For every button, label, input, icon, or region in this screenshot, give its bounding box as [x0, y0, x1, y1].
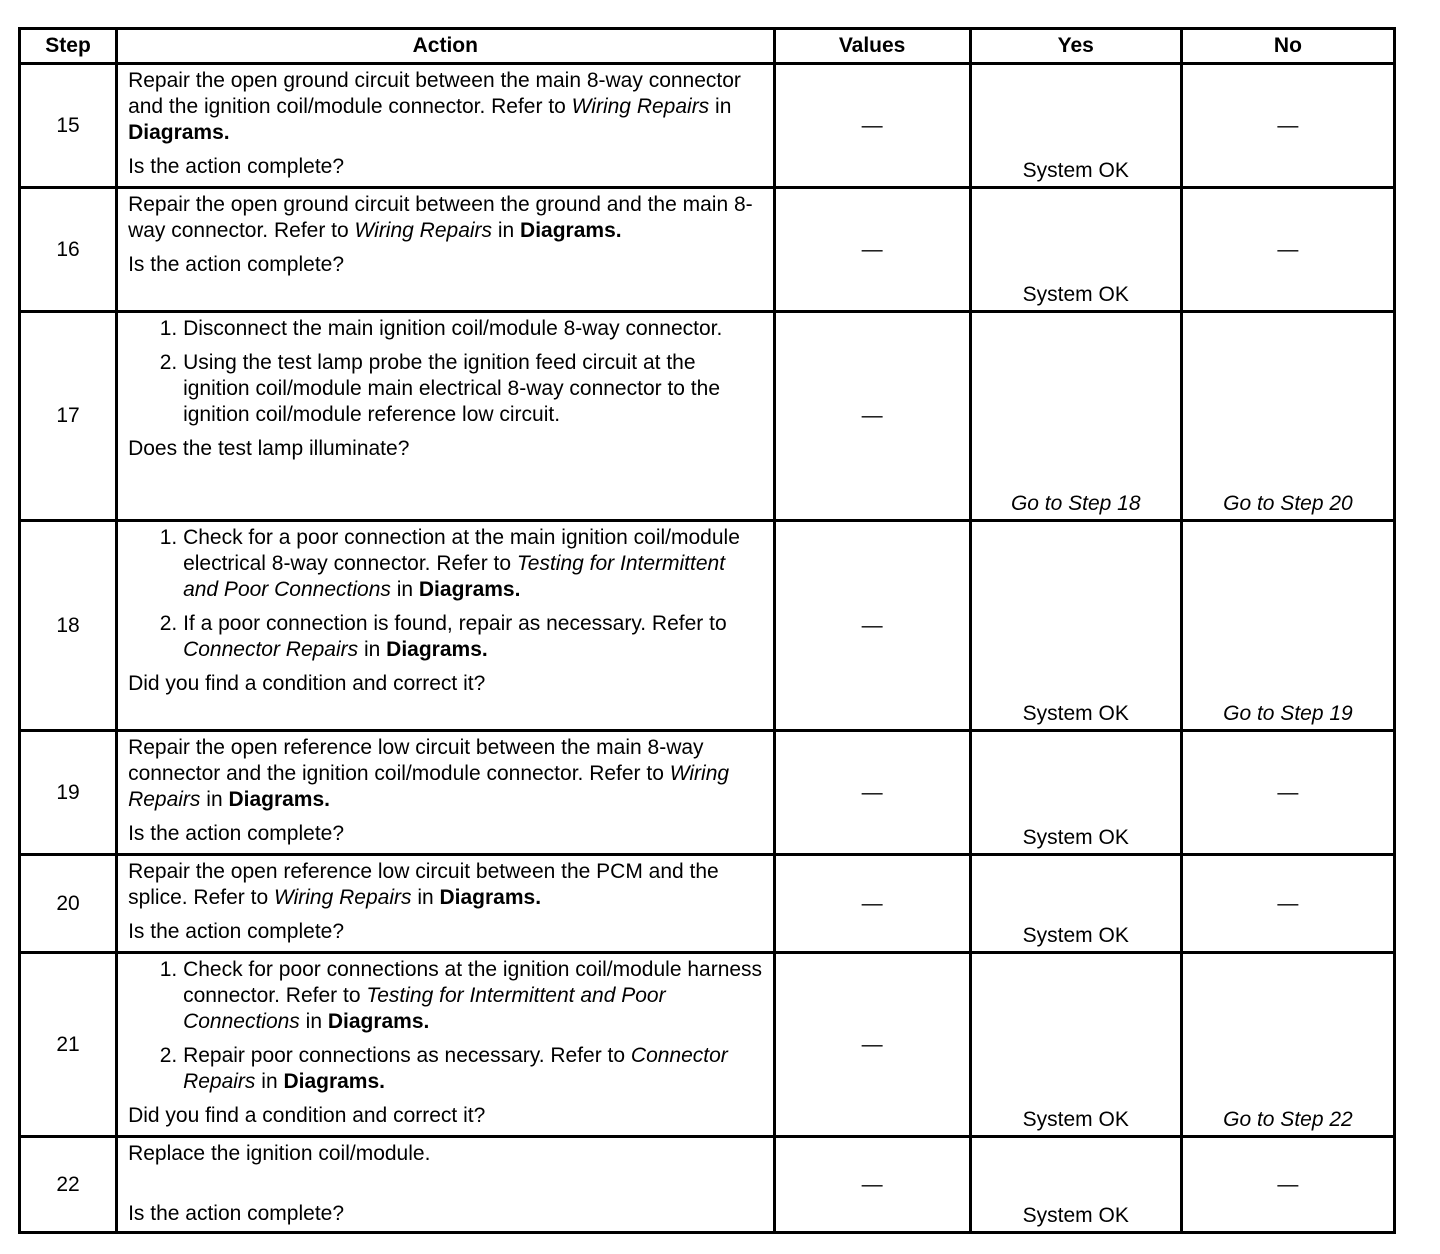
- step-number: 20: [20, 855, 117, 953]
- diagnostic-table: [18, 27, 1396, 1234]
- action-cell: [117, 1137, 774, 1233]
- action-cell: [117, 731, 774, 855]
- no-result: —: [1181, 731, 1394, 855]
- action-cell: [117, 855, 774, 953]
- no-result: —: [1181, 1137, 1394, 1233]
- yes-result: Go to Step 18: [970, 312, 1181, 521]
- no-result: —: [1181, 855, 1394, 953]
- yes-result: System OK: [970, 64, 1181, 188]
- table-row: [20, 953, 1395, 1137]
- values-cell: —: [774, 855, 970, 953]
- header-no: No: [1181, 29, 1394, 64]
- header-row: [20, 29, 1395, 64]
- action-step: 2. If a poor connection is found, repair as necessary. Refer to Connector Repairs in Diagrams.: [183, 611, 764, 663]
- no-result: Go to Step 20: [1181, 312, 1394, 521]
- table-row: [20, 1137, 1395, 1233]
- action-question: Is the action complete?: [128, 822, 345, 845]
- action-steps: [128, 957, 764, 1095]
- action-step: 2. Repair poor connections as necessary. Refer to Connector Repairs in Diagrams.: [183, 1043, 764, 1095]
- values-cell: —: [774, 64, 970, 188]
- action-question: Is the action complete?: [128, 155, 345, 178]
- values-cell: —: [774, 521, 970, 731]
- table-row: [20, 64, 1395, 188]
- action-cell: [117, 521, 774, 731]
- yes-result: System OK: [970, 731, 1181, 855]
- table-row: [20, 188, 1395, 312]
- action-question: Is the action complete?: [128, 253, 345, 276]
- step-number: 15: [20, 64, 117, 188]
- no-result: Go to Step 22: [1181, 953, 1394, 1137]
- action-cell: [117, 64, 774, 188]
- values-cell: —: [774, 312, 970, 521]
- step-number: 21: [20, 953, 117, 1137]
- no-result: —: [1181, 188, 1394, 312]
- action-cell: [117, 312, 774, 521]
- yes-result: System OK: [970, 953, 1181, 1137]
- table-row: [20, 731, 1395, 855]
- values-cell: —: [774, 188, 970, 312]
- table-row: [20, 855, 1395, 953]
- step-number: 17: [20, 312, 117, 521]
- table-row: [20, 312, 1395, 521]
- action-cell: [117, 953, 774, 1137]
- no-result: —: [1181, 64, 1394, 188]
- values-cell: —: [774, 731, 970, 855]
- yes-result: System OK: [970, 855, 1181, 953]
- yes-result: System OK: [970, 1137, 1181, 1233]
- step-number: 16: [20, 188, 117, 312]
- action-question: Did you find a condition and correct it?: [128, 1104, 486, 1127]
- step-number: 18: [20, 521, 117, 731]
- action-question: Did you find a condition and correct it?: [128, 672, 486, 695]
- action-text: Repair the open ground circuit between the ground and the main 8-way connector. Refer to Wiring Repairs in Diagrams.: [128, 193, 753, 242]
- step-number: 19: [20, 731, 117, 855]
- header-step: Step: [20, 29, 117, 64]
- action-steps: [128, 316, 764, 428]
- step-number: 22: [20, 1137, 117, 1233]
- action-question: Is the action complete?: [128, 920, 345, 943]
- values-cell: —: [774, 1137, 970, 1233]
- action-text: Repair the open reference low circuit between the main 8-way connector and the ignition coil/module connector. Refer to Wiring Repairs in Diagrams.: [128, 736, 730, 811]
- action-steps: [128, 525, 764, 663]
- header-values: Values: [774, 29, 970, 64]
- action-question: Is the action complete?: [128, 1202, 345, 1225]
- action-cell: [117, 188, 774, 312]
- action-text: Repair the open ground circuit between the main 8-way connector and the ignition coil/module connector. Refer to Wiring Repairs in Diagrams.: [128, 69, 741, 144]
- action-text: Repair the open reference low circuit between the PCM and the splice. Refer to Wiring Repairs in Diagrams.: [128, 860, 719, 909]
- table-row: [20, 521, 1395, 731]
- action-step: 2. Using the test lamp probe the ignition feed circuit at the ignition coil/module main electrical 8-way connector to the ignition coil/module reference low circuit.: [183, 350, 764, 428]
- no-result: Go to Step 19: [1181, 521, 1394, 731]
- header-yes: Yes: [970, 29, 1181, 64]
- values-cell: —: [774, 953, 970, 1137]
- header-action: Action: [117, 29, 774, 64]
- action-step: 1. Disconnect the main ignition coil/module 8-way connector.: [183, 316, 764, 342]
- yes-result: System OK: [970, 521, 1181, 731]
- action-step: 1. Check for a poor connection at the main ignition coil/module electrical 8-way connector. Refer to Testing for Intermittent and Poor Connections in Diagrams.: [183, 525, 764, 603]
- action-step: 1. Check for poor connections at the ignition coil/module harness connector. Refer to Testing for Intermittent and Poor Connections in Diagrams.: [183, 957, 764, 1035]
- action-question: Does the test lamp illuminate?: [128, 437, 410, 460]
- action-text: Replace the ignition coil/module.: [128, 1142, 431, 1165]
- yes-result: System OK: [970, 188, 1181, 312]
